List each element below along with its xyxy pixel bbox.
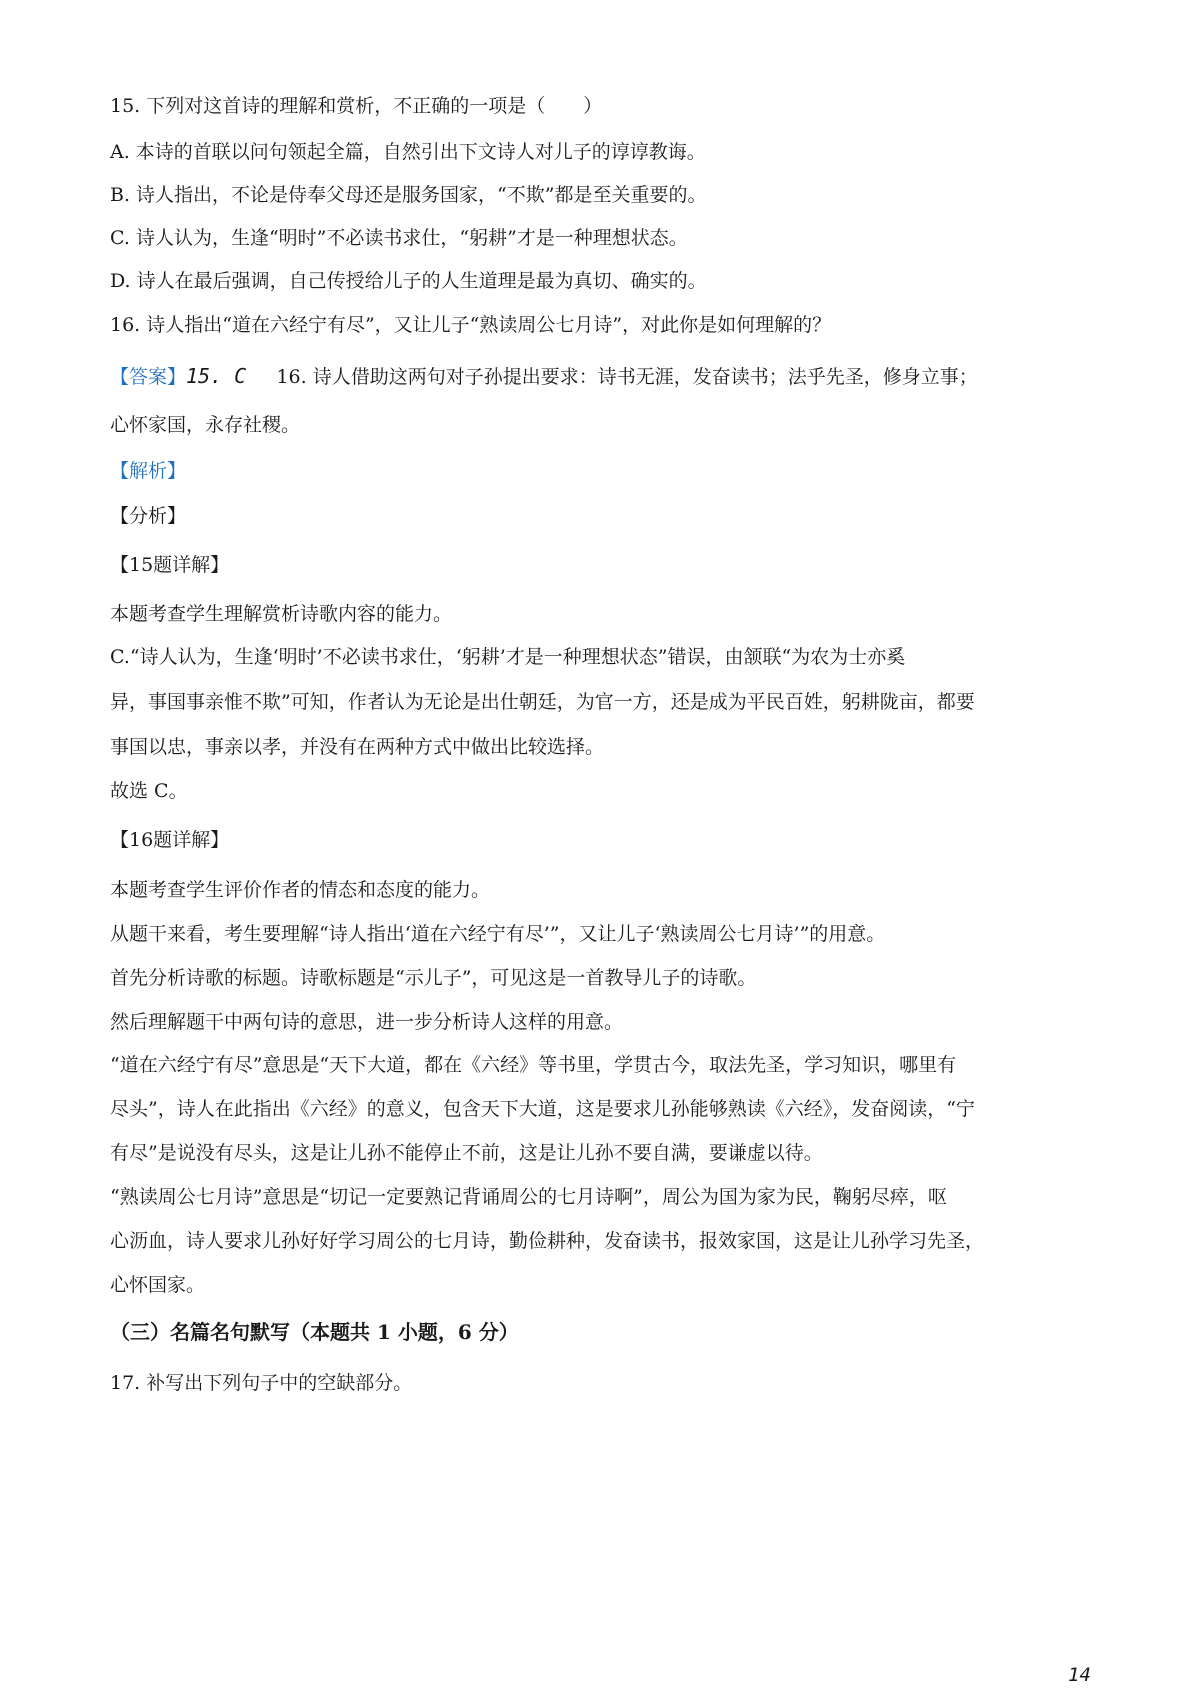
page-number: 14: [1068, 1664, 1091, 1686]
question-15-option-d: D. 诗人在最后强调，自己传授给儿子的人生道理是最为真切、确实的。: [110, 270, 707, 292]
question-17-stem: 17. 补写出下列句子中的空缺部分。: [110, 1372, 413, 1394]
q16-detail-line: 尽头”，诗人在此指出《六经》的意义，包含天下大道，这是要求儿孙能够熟读《六经》，发奋阅读，“宁: [110, 1098, 975, 1120]
q16-detail-line: 心怀国家。: [110, 1274, 206, 1296]
q16-detail-line: 首先分析诗歌的标题。诗歌标题是“示儿子”，可见这是一首教导儿子的诗歌。: [110, 967, 757, 989]
q16-detail-line: 有尽”是说没有尽头，这是让儿孙不能停止不前，这是让儿孙不要自满，要谦虚以待。: [110, 1142, 823, 1164]
q15-detail-title: 【15题详解】: [110, 554, 230, 576]
q16-detail-line: “道在六经宁有尽”意思是“天下大道，都在《六经》等书里，学贯古今，取法先圣，学习知识，哪里有: [110, 1054, 957, 1076]
answer-text-line2: 心怀家国，永存社稷。: [110, 414, 301, 436]
answer-label: 【答案】: [110, 366, 187, 388]
question-15-option-c: C. 诗人认为，生逢“明时”不必读书求仕，“躬耕”才是一种理想状态。: [110, 227, 688, 249]
answer-line: [110, 364, 1110, 389]
q15-detail-line: 异，事国事亲惟不欺”可知，作者认为无论是出仕朝廷，为官一方，还是成为平民百姓，躬耕陇亩，都要: [110, 691, 975, 713]
section-heading: （三）名篇名句默写（本题共 1 小题，6 分）: [110, 1320, 519, 1344]
question-16-stem: 16. 诗人指出“道在六经宁有尽”，又让儿子“熟读周公七月诗”，对此你是如何理解的？: [110, 314, 832, 336]
q15-detail-line: 故选 C。: [110, 780, 188, 802]
answer-code: 15. C: [186, 364, 247, 388]
q16-detail-title: 【16题详解】: [110, 829, 230, 851]
q16-detail-line: 从题干来看，考生要理解“诗人指出‘道在六经宁有尽’”，又让儿子‘熟读周公七月诗’”的用意。: [110, 923, 886, 945]
q16-detail-line: 心沥血，诗人要求儿孙好好学习周公的七月诗，勤俭耕种，发奋读书，报效家国，这是让儿孙学习先圣，: [110, 1230, 985, 1252]
answer-text-line1: 16. 诗人借助这两句对子孙提出要求：诗书无涯，发奋读书；法乎先圣，修身立事；: [276, 366, 978, 388]
question-15-stem: 15. 下列对这首诗的理解和赏析，不正确的一项是（ ）: [110, 95, 603, 117]
fenxi-label: 【分析】: [110, 505, 187, 527]
q15-detail-line: 事国以忠，事亲以孝，并没有在两种方式中做出比较选择。: [110, 736, 605, 758]
q16-detail-line: 然后理解题干中两句诗的意思，进一步分析诗人这样的用意。: [110, 1011, 624, 1033]
question-15-option-a: A. 本诗的首联以问句领起全篇，自然引出下文诗人对儿子的谆谆教诲。: [110, 141, 706, 163]
question-15-option-b: B. 诗人指出，不论是侍奉父母还是服务国家，“不欺”都是至关重要的。: [110, 184, 707, 206]
q15-detail-line: C.“诗人认为，生逢‘明时’不必读书求仕，‘躬耕’才是一种理想状态”错误，由颔联“为农为士亦奚: [110, 646, 906, 668]
q15-detail-line: 本题考查学生理解赏析诗歌内容的能力。: [110, 603, 453, 625]
q16-detail-line: “熟读周公七月诗”意思是“切记一定要熟记背诵周公的七月诗啊”，周公为国为家为民，鞠躬尽瘁，呕: [110, 1186, 947, 1208]
analysis-label: 【解析】: [110, 460, 187, 482]
q16-detail-line: 本题考查学生评价作者的情态和态度的能力。: [110, 879, 491, 901]
